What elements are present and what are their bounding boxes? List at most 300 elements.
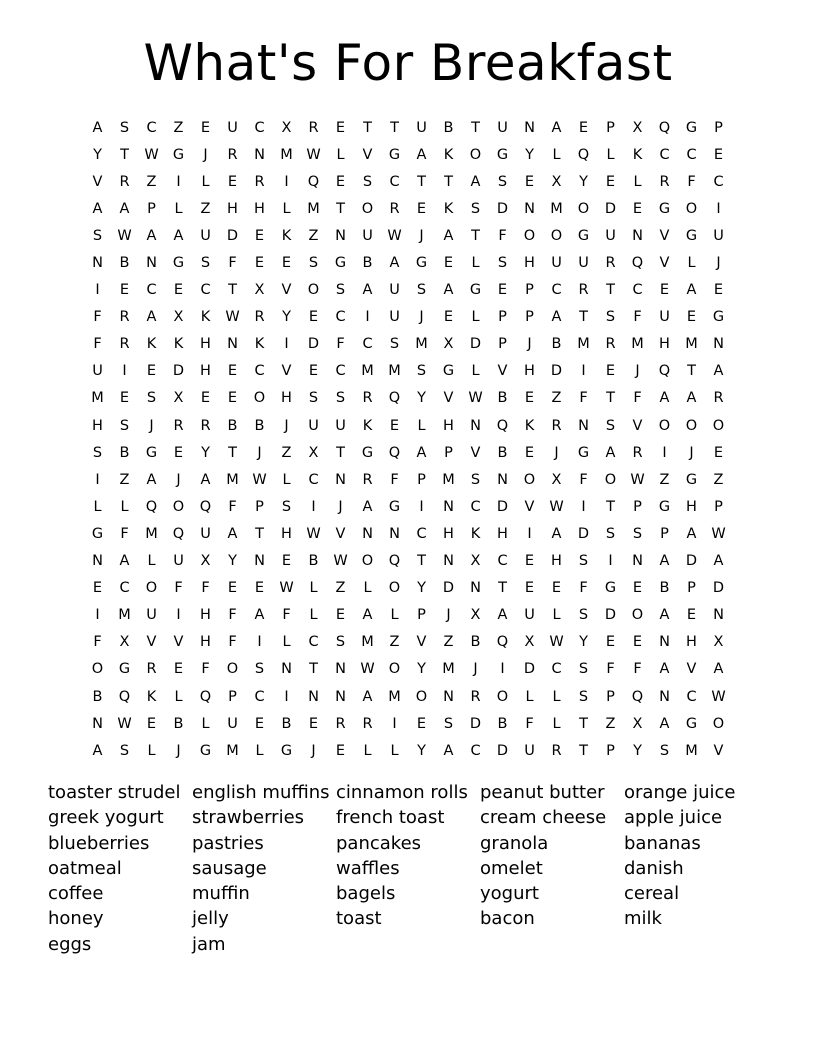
- grid-letter: X: [200, 553, 211, 570]
- grid-letter: X: [281, 119, 292, 136]
- grid-letter: U: [173, 553, 184, 570]
- grid-letter: E: [335, 173, 346, 190]
- grid-letter: T: [606, 498, 615, 515]
- grid-row: [84, 466, 732, 493]
- grid-letter: E: [605, 173, 616, 190]
- grid-letter: U: [200, 525, 211, 542]
- grid-letter: V: [443, 390, 454, 407]
- grid-letter: U: [416, 119, 427, 136]
- grid-letter: A: [443, 227, 454, 244]
- grid-letter: U: [335, 417, 346, 434]
- grid-letter: W: [360, 661, 375, 678]
- grid-letter: F: [174, 580, 183, 597]
- grid-letter: D: [523, 661, 536, 678]
- grid-letter: S: [578, 661, 589, 678]
- grid-letter: A: [119, 200, 130, 217]
- grid-letter: T: [471, 119, 480, 136]
- grid-letter: R: [389, 200, 400, 217]
- grid-letter: O: [361, 200, 374, 217]
- grid-letter: I: [392, 715, 397, 732]
- word-list-item: cream cheese: [480, 807, 607, 829]
- grid-letter: D: [685, 553, 698, 570]
- grid-row: [84, 548, 732, 575]
- grid-letter: E: [254, 227, 265, 244]
- grid-letter: W: [333, 553, 348, 570]
- grid-letter: P: [498, 309, 507, 326]
- grid-letter: E: [200, 390, 211, 407]
- grid-letter: S: [362, 173, 373, 190]
- grid-letter: Z: [389, 634, 400, 651]
- grid-letter: G: [496, 146, 509, 163]
- grid-letter: Q: [496, 417, 509, 434]
- grid-letter: S: [119, 119, 130, 136]
- grid-letter: A: [254, 607, 265, 624]
- grid-letter: Q: [145, 498, 158, 515]
- grid-letter: P: [147, 200, 156, 217]
- word-list-item: bagels: [336, 883, 396, 905]
- grid-letter: T: [120, 146, 129, 163]
- grid-letter: B: [551, 336, 562, 353]
- grid-letter: T: [579, 715, 588, 732]
- grid-letter: D: [172, 363, 185, 380]
- grid-letter: S: [119, 417, 130, 434]
- grid-letter: M: [388, 688, 401, 705]
- grid-letter: E: [713, 444, 724, 461]
- grid-letter: W: [711, 688, 726, 705]
- grid-letter: P: [660, 525, 669, 542]
- grid-letter: S: [335, 634, 346, 651]
- grid-letter: N: [443, 498, 454, 515]
- grid-letter: L: [147, 553, 156, 570]
- grid-letter: Y: [228, 553, 237, 570]
- grid-letter: L: [552, 146, 561, 163]
- grid-letter: A: [659, 607, 670, 624]
- word-list-item: bacon: [480, 908, 535, 930]
- grid-letter: Y: [417, 742, 426, 759]
- grid-letter: L: [687, 255, 696, 272]
- grid-letter: F: [498, 227, 507, 244]
- grid-letter: N: [659, 634, 670, 651]
- grid-row: [84, 520, 732, 547]
- grid-letter: J: [176, 742, 181, 759]
- grid-letter: F: [525, 715, 534, 732]
- grid-letter: C: [389, 173, 400, 190]
- grid-letter: R: [254, 173, 265, 190]
- grid-letter: H: [443, 417, 454, 434]
- word-search-grid: [84, 114, 732, 764]
- grid-letter: E: [254, 580, 265, 597]
- grid-letter: W: [225, 309, 240, 326]
- grid-letter: Z: [281, 444, 292, 461]
- grid-row: [84, 277, 732, 304]
- grid-letter: Q: [118, 688, 131, 705]
- grid-letter: R: [119, 336, 130, 353]
- grid-letter: S: [605, 309, 616, 326]
- grid-letter: O: [523, 227, 536, 244]
- grid-letter: A: [713, 661, 724, 678]
- grid-letter: K: [200, 309, 211, 326]
- grid-letter: G: [172, 146, 185, 163]
- grid-letter: R: [227, 146, 238, 163]
- word-list-item: greek yogurt: [48, 807, 164, 829]
- grid-letter: F: [336, 336, 345, 353]
- grid-letter: Y: [201, 444, 210, 461]
- grid-letter: D: [604, 607, 617, 624]
- grid-letter: A: [686, 282, 697, 299]
- grid-letter: M: [280, 146, 293, 163]
- grid-letter: T: [687, 363, 696, 380]
- grid-letter: T: [417, 553, 426, 570]
- grid-letter: N: [362, 525, 373, 542]
- grid-letter: X: [308, 444, 319, 461]
- grid-letter: U: [551, 255, 562, 272]
- grid-letter: O: [577, 200, 590, 217]
- grid-letter: T: [471, 227, 480, 244]
- grid-letter: J: [311, 742, 316, 759]
- grid-letter: E: [578, 119, 589, 136]
- grid-letter: Q: [388, 553, 401, 570]
- grid-letter: A: [200, 471, 211, 488]
- grid-letter: N: [470, 417, 481, 434]
- grid-letter: X: [443, 336, 454, 353]
- grid-letter: G: [442, 363, 455, 380]
- grid-letter: T: [444, 173, 453, 190]
- grid-row: [84, 602, 732, 629]
- grid-letter: U: [362, 227, 373, 244]
- grid-letter: E: [605, 634, 616, 651]
- grid-letter: U: [497, 119, 508, 136]
- grid-letter: P: [417, 607, 426, 624]
- grid-letter: N: [470, 580, 481, 597]
- grid-letter: L: [417, 417, 426, 434]
- grid-letter: E: [335, 607, 346, 624]
- grid-letter: I: [284, 688, 289, 705]
- grid-letter: G: [199, 742, 212, 759]
- grid-letter: C: [632, 282, 643, 299]
- grid-letter: P: [417, 471, 426, 488]
- grid-letter: F: [93, 309, 102, 326]
- grid-letter: F: [93, 634, 102, 651]
- grid-letter: Q: [199, 688, 212, 705]
- grid-letter: V: [335, 525, 346, 542]
- grid-row: [84, 629, 732, 656]
- grid-letter: A: [497, 607, 508, 624]
- grid-letter: T: [579, 742, 588, 759]
- grid-letter: L: [552, 715, 561, 732]
- grid-letter: E: [335, 119, 346, 136]
- grid-letter: I: [95, 282, 100, 299]
- grid-letter: X: [254, 282, 265, 299]
- grid-letter: O: [685, 200, 698, 217]
- grid-letter: N: [146, 255, 157, 272]
- grid-letter: E: [227, 580, 238, 597]
- grid-letter: F: [228, 634, 237, 651]
- grid-letter: R: [632, 444, 643, 461]
- grid-letter: H: [254, 200, 265, 217]
- grid-letter: T: [606, 282, 615, 299]
- word-list-item: pancakes: [336, 832, 422, 854]
- grid-letter: D: [577, 525, 590, 542]
- word-list-item: oatmeal: [48, 857, 122, 879]
- grid-letter: S: [146, 390, 157, 407]
- grid-letter: B: [497, 444, 508, 461]
- grid-letter: D: [496, 498, 509, 515]
- grid-letter: G: [91, 525, 104, 542]
- grid-letter: Q: [307, 173, 320, 190]
- grid-letter: D: [226, 227, 239, 244]
- grid-letter: X: [470, 607, 481, 624]
- grid-letter: S: [470, 200, 481, 217]
- grid-letter: R: [200, 417, 211, 434]
- grid-letter: L: [120, 498, 129, 515]
- grid-letter: S: [335, 390, 346, 407]
- grid-letter: Z: [551, 390, 562, 407]
- grid-letter: B: [281, 715, 292, 732]
- grid-letter: R: [605, 336, 616, 353]
- grid-letter: U: [578, 255, 589, 272]
- grid-letter: E: [524, 580, 535, 597]
- grid-letter: S: [281, 498, 292, 515]
- grid-letter: V: [281, 363, 292, 380]
- grid-letter: R: [308, 119, 319, 136]
- grid-letter: E: [497, 282, 508, 299]
- grid-letter: Y: [417, 390, 426, 407]
- grid-letter: E: [308, 363, 319, 380]
- grid-letter: A: [551, 309, 562, 326]
- grid-letter: T: [336, 444, 345, 461]
- grid-letter: R: [335, 715, 346, 732]
- grid-letter: O: [91, 661, 104, 678]
- grid-letter: B: [227, 417, 238, 434]
- grid-letter: Z: [146, 173, 157, 190]
- grid-letter: U: [227, 119, 238, 136]
- grid-letter: J: [554, 444, 559, 461]
- grid-letter: D: [496, 200, 509, 217]
- grid-row: [84, 737, 732, 764]
- grid-letter: B: [173, 715, 184, 732]
- grid-letter: A: [659, 715, 670, 732]
- grid-letter: I: [311, 498, 316, 515]
- grid-letter: D: [307, 336, 320, 353]
- grid-letter: C: [470, 742, 481, 759]
- grid-letter: L: [93, 498, 102, 515]
- grid-letter: S: [605, 417, 616, 434]
- grid-letter: X: [119, 634, 130, 651]
- grid-letter: R: [713, 390, 724, 407]
- grid-letter: S: [92, 227, 103, 244]
- grid-letter: J: [689, 444, 694, 461]
- grid-letter: M: [91, 390, 104, 407]
- grid-letter: C: [308, 634, 319, 651]
- word-list: [48, 780, 788, 957]
- grid-letter: Q: [388, 390, 401, 407]
- grid-letter: F: [633, 309, 642, 326]
- grid-letter: F: [687, 173, 696, 190]
- grid-letter: N: [524, 119, 535, 136]
- grid-letter: S: [254, 661, 265, 678]
- grid-letter: P: [714, 498, 723, 515]
- grid-letter: Y: [93, 146, 102, 163]
- grid-letter: I: [176, 173, 181, 190]
- grid-letter: M: [415, 336, 428, 353]
- grid-letter: E: [551, 580, 562, 597]
- grid-letter: Z: [443, 634, 454, 651]
- grid-letter: A: [416, 444, 427, 461]
- word-list-item: peanut butter: [480, 782, 605, 803]
- grid-letter: I: [662, 444, 667, 461]
- grid-letter: X: [551, 471, 562, 488]
- grid-letter: V: [146, 634, 157, 651]
- grid-row: [84, 493, 732, 520]
- grid-letter: T: [498, 580, 507, 597]
- grid-letter: H: [659, 336, 670, 353]
- word-list-item: danish: [624, 857, 684, 879]
- word-list-item: omelet: [480, 857, 543, 879]
- grid-letter: X: [173, 390, 184, 407]
- grid-letter: A: [659, 553, 670, 570]
- grid-letter: U: [389, 309, 400, 326]
- grid-letter: A: [92, 200, 103, 217]
- grid-letter: V: [281, 282, 292, 299]
- grid-letter: X: [632, 119, 643, 136]
- grid-letter: S: [632, 525, 643, 542]
- grid-letter: E: [200, 119, 211, 136]
- grid-letter: F: [120, 525, 129, 542]
- grid-letter: X: [632, 715, 643, 732]
- grid-letter: V: [659, 255, 670, 272]
- grid-letter: Z: [200, 200, 211, 217]
- grid-letter: E: [605, 363, 616, 380]
- grid-letter: M: [550, 200, 563, 217]
- grid-letter: G: [685, 119, 698, 136]
- grid-letter: N: [335, 471, 346, 488]
- grid-letter: T: [390, 119, 399, 136]
- grid-letter: W: [549, 634, 564, 651]
- grid-letter: H: [200, 363, 211, 380]
- grid-row: [84, 222, 732, 249]
- grid-letter: M: [145, 525, 158, 542]
- grid-letter: S: [335, 282, 346, 299]
- grid-letter: F: [228, 607, 237, 624]
- grid-letter: M: [685, 742, 698, 759]
- grid-letter: N: [632, 553, 643, 570]
- grid-letter: F: [633, 390, 642, 407]
- grid-letter: R: [470, 688, 481, 705]
- grid-letter: L: [633, 173, 642, 190]
- word-list-item: apple juice: [624, 807, 723, 829]
- grid-letter: Q: [631, 688, 644, 705]
- word-list-item: toast: [336, 908, 382, 930]
- grid-letter: E: [335, 742, 346, 759]
- grid-letter: W: [117, 227, 132, 244]
- grid-letter: N: [497, 471, 508, 488]
- word-list-item: cinnamon rolls: [336, 782, 468, 803]
- grid-letter: V: [470, 444, 481, 461]
- grid-letter: R: [362, 390, 373, 407]
- grid-letter: Q: [172, 525, 185, 542]
- grid-letter: A: [389, 255, 400, 272]
- grid-letter: N: [92, 553, 103, 570]
- grid-letter: A: [92, 119, 103, 136]
- grid-letter: L: [552, 607, 561, 624]
- grid-letter: P: [525, 282, 534, 299]
- grid-letter: J: [527, 336, 532, 353]
- grid-letter: L: [309, 580, 318, 597]
- grid-letter: J: [473, 661, 478, 678]
- grid-letter: I: [419, 498, 424, 515]
- grid-letter: L: [336, 146, 345, 163]
- grid-letter: J: [203, 146, 208, 163]
- grid-letter: H: [551, 553, 562, 570]
- grid-letter: O: [604, 471, 617, 488]
- grid-letter: O: [172, 498, 185, 515]
- grid-row: [84, 412, 732, 439]
- grid-letter: E: [686, 309, 697, 326]
- grid-letter: S: [578, 688, 589, 705]
- grid-letter: C: [119, 580, 130, 597]
- grid-letter: G: [118, 661, 131, 678]
- grid-letter: Q: [388, 444, 401, 461]
- grid-letter: O: [469, 146, 482, 163]
- grid-letter: L: [282, 634, 291, 651]
- grid-letter: E: [146, 715, 157, 732]
- grid-letter: S: [308, 255, 319, 272]
- grid-letter: C: [686, 688, 697, 705]
- grid-letter: P: [606, 688, 615, 705]
- grid-letter: J: [257, 444, 262, 461]
- grid-letter: F: [390, 471, 399, 488]
- grid-letter: T: [309, 661, 318, 678]
- grid-letter: N: [308, 688, 319, 705]
- grid-letter: Q: [631, 255, 644, 272]
- grid-letter: C: [686, 146, 697, 163]
- grid-letter: V: [659, 227, 670, 244]
- grid-letter: E: [443, 255, 454, 272]
- grid-letter: Y: [579, 634, 588, 651]
- grid-letter: X: [173, 309, 184, 326]
- grid-letter: A: [443, 742, 454, 759]
- grid-letter: A: [119, 553, 130, 570]
- grid-letter: H: [497, 525, 508, 542]
- grid-letter: Q: [658, 119, 671, 136]
- grid-letter: K: [443, 200, 454, 217]
- grid-letter: H: [686, 498, 697, 515]
- grid-letter: O: [712, 417, 725, 434]
- grid-letter: Z: [119, 471, 130, 488]
- grid-letter: L: [147, 742, 156, 759]
- grid-letter: G: [172, 255, 185, 272]
- grid-letter: V: [686, 661, 697, 678]
- grid-letter: E: [173, 444, 184, 461]
- grid-letter: E: [227, 363, 238, 380]
- grid-letter: U: [227, 715, 238, 732]
- word-list-item: strawberries: [192, 807, 305, 829]
- grid-letter: S: [92, 444, 103, 461]
- grid-letter: E: [632, 634, 643, 651]
- grid-letter: I: [95, 607, 100, 624]
- grid-letter: E: [227, 173, 238, 190]
- grid-letter: C: [416, 525, 427, 542]
- grid-letter: U: [146, 607, 157, 624]
- grid-letter: S: [443, 715, 454, 732]
- grid-row: [84, 304, 732, 331]
- grid-letter: L: [174, 200, 183, 217]
- grid-letter: E: [254, 255, 265, 272]
- grid-row: [84, 385, 732, 412]
- grid-letter: K: [254, 336, 265, 353]
- grid-letter: S: [470, 471, 481, 488]
- grid-letter: G: [685, 227, 698, 244]
